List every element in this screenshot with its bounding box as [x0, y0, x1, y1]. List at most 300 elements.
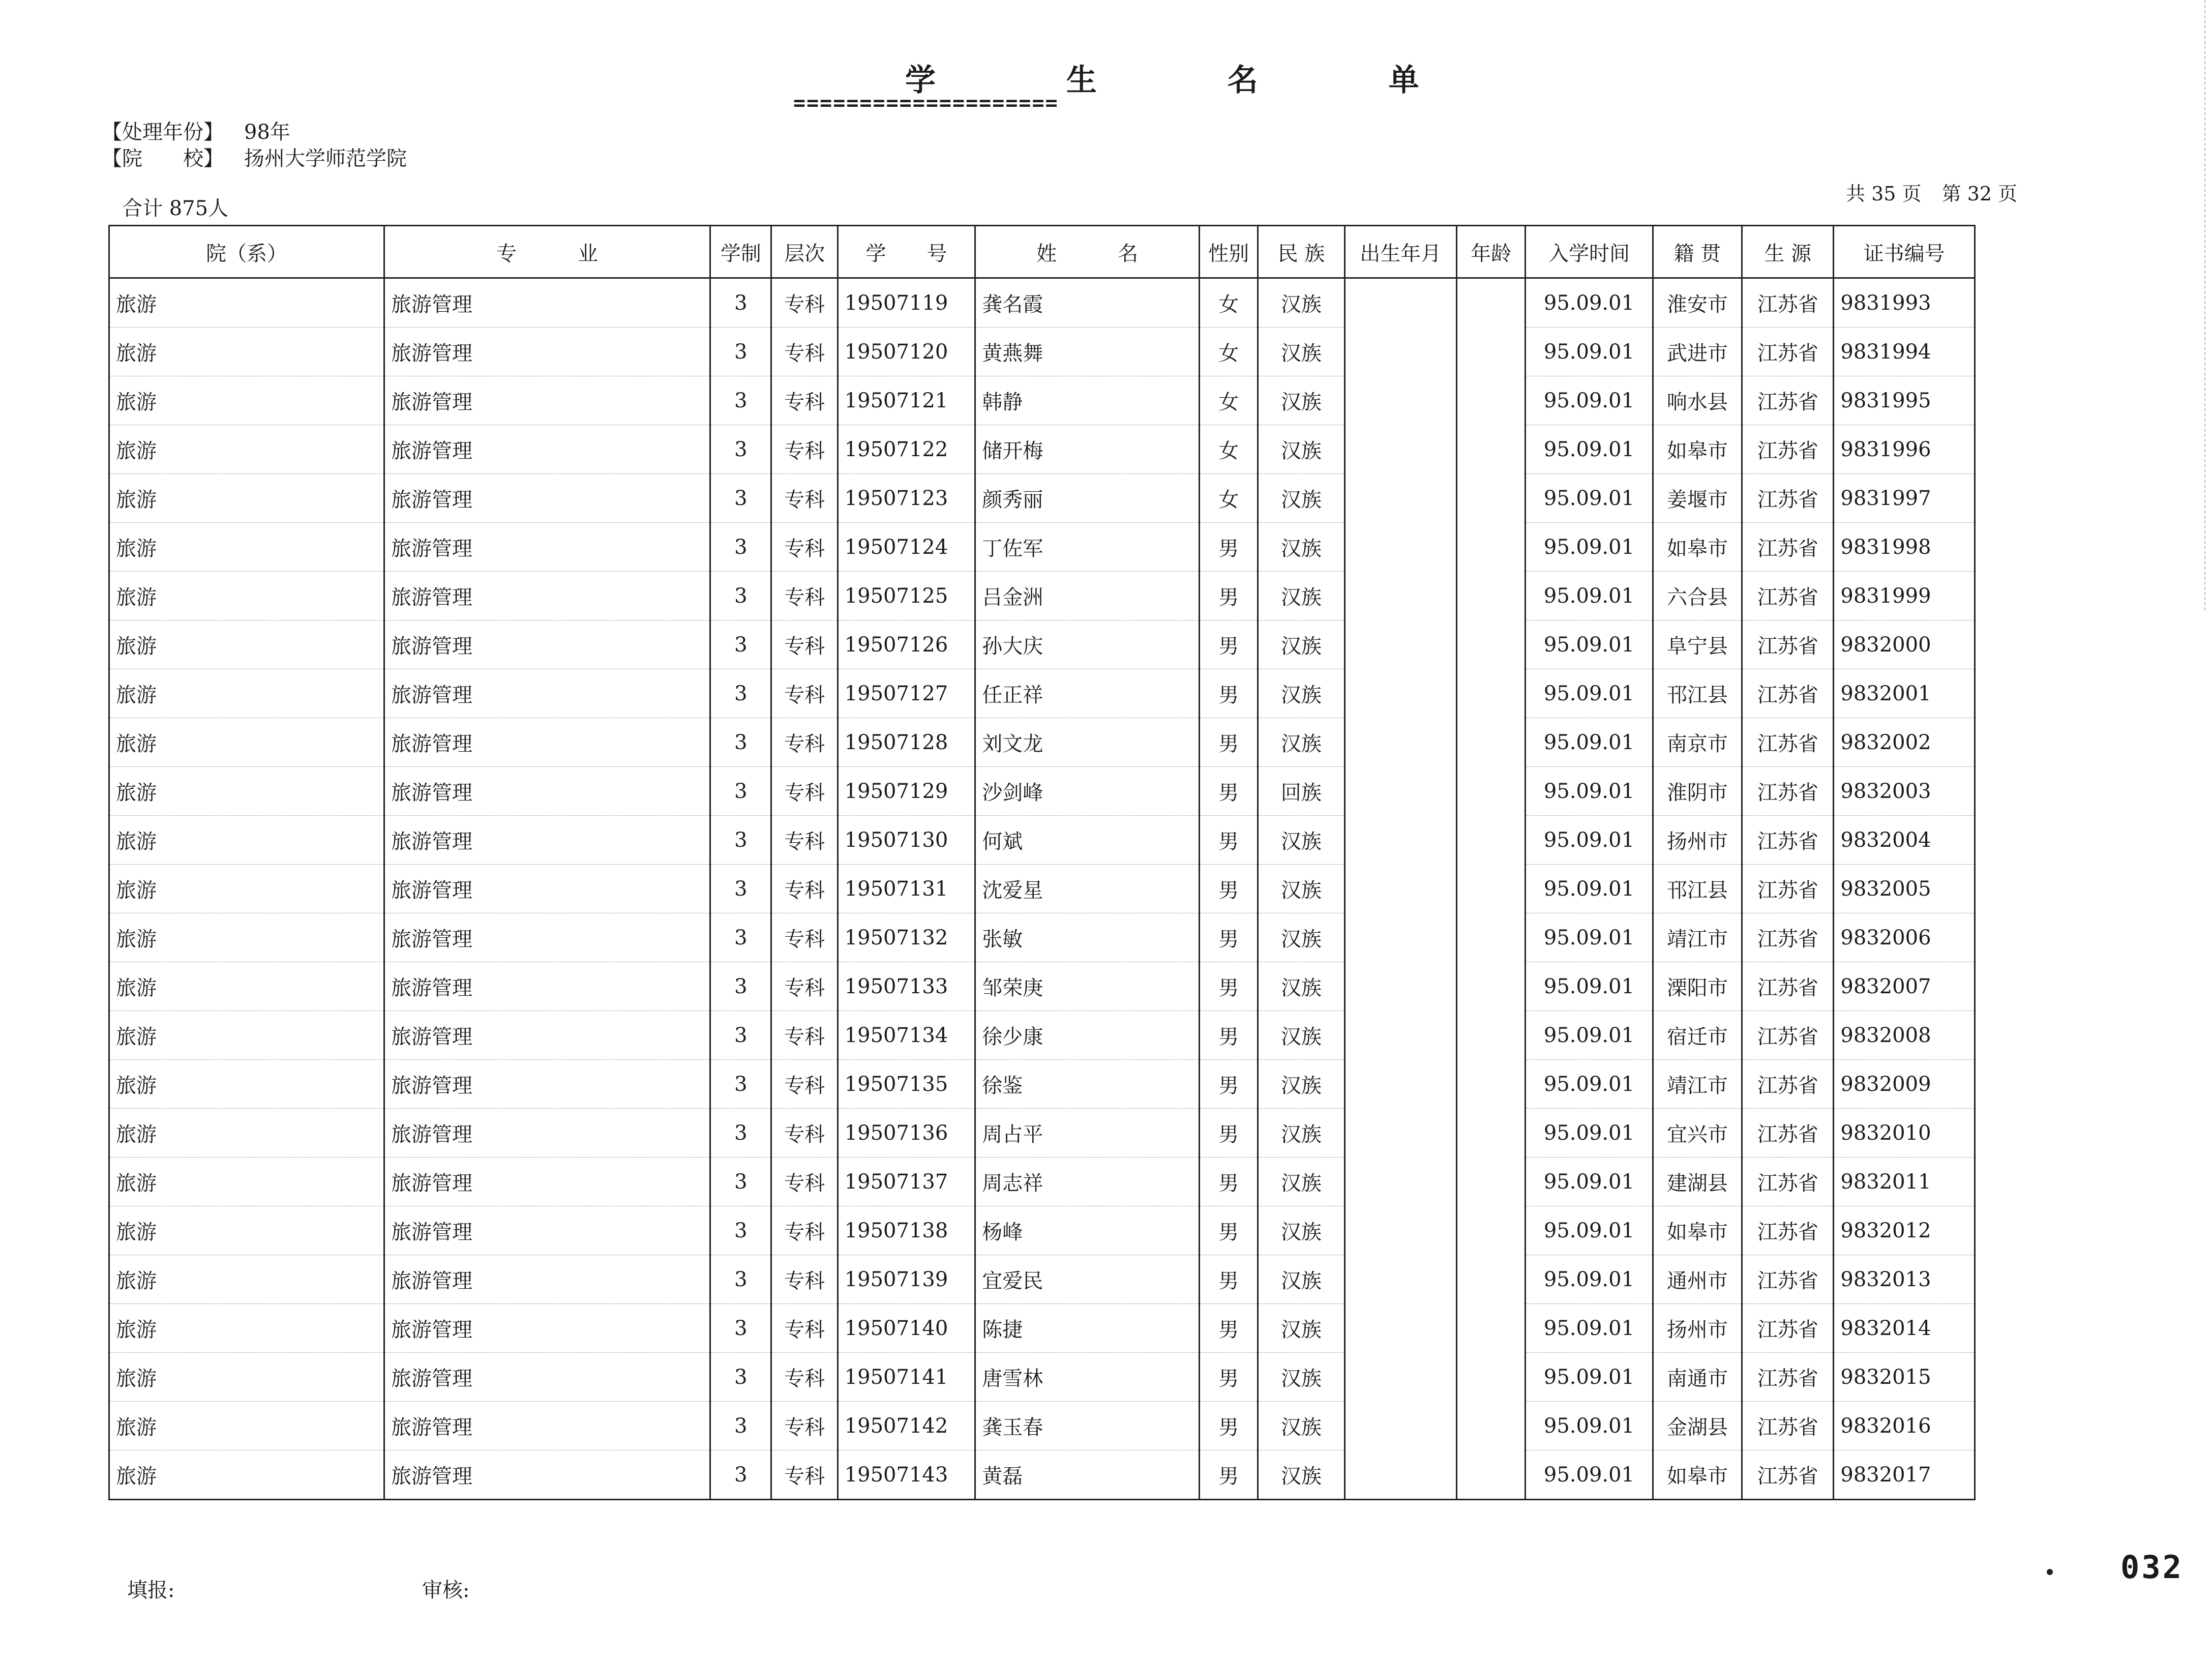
- cell-level: 专科: [771, 1450, 838, 1500]
- cell-major: 旅游管理: [384, 816, 710, 865]
- cell-origin: 江苏省: [1742, 669, 1834, 718]
- cell-sex: 男: [1200, 962, 1258, 1011]
- cell-cert: 9831993: [1834, 278, 1975, 328]
- cell-native: 邗江县: [1653, 865, 1742, 913]
- table-row: [109, 620, 1975, 669]
- cell-ethnic: 汉族: [1258, 1450, 1344, 1500]
- cell-sex: 女: [1200, 425, 1258, 474]
- table-row: [109, 278, 1975, 328]
- cell-ethnic: 汉族: [1258, 1060, 1344, 1109]
- cell-dept: 旅游: [109, 962, 384, 1011]
- table-row: [109, 718, 1975, 767]
- cell-level: 专科: [771, 962, 838, 1011]
- cell-cert: 9832003: [1834, 767, 1975, 816]
- cell-origin: 江苏省: [1742, 1353, 1834, 1402]
- cell-origin: 江苏省: [1742, 1060, 1834, 1109]
- cell-cert: 9832015: [1834, 1353, 1975, 1402]
- cell-major: 旅游管理: [384, 865, 710, 913]
- cell-age: [1456, 328, 1525, 376]
- cell-age: [1456, 474, 1525, 523]
- cell-years: 3: [710, 1353, 771, 1402]
- cell-id: 19507125: [838, 572, 975, 620]
- cell-cert: 9832017: [1834, 1450, 1975, 1500]
- cell-name: 周占平: [975, 1109, 1200, 1158]
- cell-dept: 旅游: [109, 913, 384, 962]
- cell-years: 3: [710, 718, 771, 767]
- cell-years: 3: [710, 620, 771, 669]
- cell-ethnic: 汉族: [1258, 1109, 1344, 1158]
- cell-level: 专科: [771, 376, 838, 425]
- cell-level: 专科: [771, 1353, 838, 1402]
- cell-birth: [1344, 376, 1456, 425]
- cell-dept: 旅游: [109, 572, 384, 620]
- cell-dept: 旅游: [109, 1304, 384, 1353]
- cell-level: 专科: [771, 816, 838, 865]
- cell-major: 旅游管理: [384, 1158, 710, 1206]
- cell-id: 19507119: [838, 278, 975, 328]
- cell-enroll: 95.09.01: [1526, 1206, 1653, 1255]
- cell-cert: 9831997: [1834, 474, 1975, 523]
- cell-origin: 江苏省: [1742, 523, 1834, 572]
- cell-level: 专科: [771, 718, 838, 767]
- cell-native: 邗江县: [1653, 669, 1742, 718]
- cell-origin: 江苏省: [1742, 1402, 1834, 1450]
- cell-birth: [1344, 718, 1456, 767]
- cell-major: 旅游管理: [384, 962, 710, 1011]
- table-header-row: [109, 226, 1975, 278]
- cell-major: 旅游管理: [384, 913, 710, 962]
- cell-birth: [1344, 1011, 1456, 1060]
- cell-ethnic: 汉族: [1258, 718, 1344, 767]
- cell-origin: 江苏省: [1742, 474, 1834, 523]
- processing-year: [102, 116, 290, 145]
- cell-ethnic: 汉族: [1258, 962, 1344, 1011]
- school-value: 扬州大学师范学院: [244, 147, 407, 170]
- cell-cert: 9832002: [1834, 718, 1975, 767]
- cell-id: 19507128: [838, 718, 975, 767]
- cell-origin: 江苏省: [1742, 1255, 1834, 1304]
- cell-id: 19507140: [838, 1304, 975, 1353]
- cell-id: 19507135: [838, 1060, 975, 1109]
- cell-sex: 男: [1200, 1060, 1258, 1109]
- cell-cert: 9832016: [1834, 1402, 1975, 1450]
- cell-sex: 女: [1200, 278, 1258, 328]
- cell-level: 专科: [771, 1158, 838, 1206]
- cell-origin: 江苏省: [1742, 1450, 1834, 1500]
- cell-id: 19507131: [838, 865, 975, 913]
- cell-dept: 旅游: [109, 1353, 384, 1402]
- cell-major: 旅游管理: [384, 572, 710, 620]
- table-row: [109, 1060, 1975, 1109]
- cell-name: 宜爱民: [975, 1255, 1200, 1304]
- cell-dept: 旅游: [109, 523, 384, 572]
- cell-major: 旅游管理: [384, 1011, 710, 1060]
- cell-birth: [1344, 278, 1456, 328]
- cell-dept: 旅游: [109, 1206, 384, 1255]
- cell-ethnic: 汉族: [1258, 376, 1344, 425]
- cell-age: [1456, 1255, 1525, 1304]
- cell-id: 19507124: [838, 523, 975, 572]
- cell-age: [1456, 1158, 1525, 1206]
- cell-level: 专科: [771, 767, 838, 816]
- cell-sex: 男: [1200, 1206, 1258, 1255]
- cell-years: 3: [710, 278, 771, 328]
- cell-sex: 男: [1200, 718, 1258, 767]
- cell-birth: [1344, 572, 1456, 620]
- cell-native: 宿迁市: [1653, 1011, 1742, 1060]
- cell-origin: 江苏省: [1742, 1109, 1834, 1158]
- cell-dept: 旅游: [109, 816, 384, 865]
- cell-enroll: 95.09.01: [1526, 865, 1653, 913]
- cell-enroll: 95.09.01: [1526, 718, 1653, 767]
- cell-age: [1456, 1402, 1525, 1450]
- cell-name: 邹荣庚: [975, 962, 1200, 1011]
- cell-name: 刘文龙: [975, 718, 1200, 767]
- cell-origin: 江苏省: [1742, 816, 1834, 865]
- cell-enroll: 95.09.01: [1526, 669, 1653, 718]
- cell-cert: 9831994: [1834, 328, 1975, 376]
- cell-age: [1456, 816, 1525, 865]
- cell-years: 3: [710, 1450, 771, 1500]
- cell-birth: [1344, 816, 1456, 865]
- cell-ethnic: 汉族: [1258, 1304, 1344, 1353]
- cell-age: [1456, 913, 1525, 962]
- cell-cert: 9832007: [1834, 962, 1975, 1011]
- cell-enroll: 95.09.01: [1526, 962, 1653, 1011]
- reviewer-label: 审核:: [422, 1579, 470, 1602]
- cell-sex: 女: [1200, 328, 1258, 376]
- column-header: 民 族: [1258, 226, 1344, 278]
- cell-name: 陈捷: [975, 1304, 1200, 1353]
- cell-enroll: 95.09.01: [1526, 816, 1653, 865]
- cell-years: 3: [710, 1206, 771, 1255]
- column-header: 姓 名: [975, 226, 1200, 278]
- cell-years: 3: [710, 1060, 771, 1109]
- table-row: [109, 1450, 1975, 1500]
- cell-age: [1456, 523, 1525, 572]
- cell-ethnic: 汉族: [1258, 572, 1344, 620]
- column-header: 籍 贯: [1653, 226, 1742, 278]
- cell-id: 19507122: [838, 425, 975, 474]
- cell-years: 3: [710, 962, 771, 1011]
- table-row: [109, 523, 1975, 572]
- cell-enroll: 95.09.01: [1526, 1450, 1653, 1500]
- cell-years: 3: [710, 1109, 771, 1158]
- cell-native: 阜宁县: [1653, 620, 1742, 669]
- table-row: [109, 816, 1975, 865]
- cell-birth: [1344, 962, 1456, 1011]
- cell-enroll: 95.09.01: [1526, 425, 1653, 474]
- cell-dept: 旅游: [109, 1109, 384, 1158]
- cell-enroll: 95.09.01: [1526, 328, 1653, 376]
- cell-native: 南京市: [1653, 718, 1742, 767]
- cell-level: 专科: [771, 474, 838, 523]
- cell-level: 专科: [771, 913, 838, 962]
- dot-mark: [2047, 1569, 2053, 1575]
- cell-enroll: 95.09.01: [1526, 1353, 1653, 1402]
- table-row: [109, 328, 1975, 376]
- cell-birth: [1344, 1206, 1456, 1255]
- student-roster-table: [108, 225, 1976, 1500]
- cell-enroll: 95.09.01: [1526, 620, 1653, 669]
- page-title: 学 生 名 单: [905, 63, 1479, 98]
- cell-sex: 男: [1200, 1353, 1258, 1402]
- table-row: [109, 425, 1975, 474]
- table-row: [109, 669, 1975, 718]
- scan-edge: [2204, 0, 2206, 610]
- cell-cert: 9832011: [1834, 1158, 1975, 1206]
- cell-cert: 9832008: [1834, 1011, 1975, 1060]
- cell-birth: [1344, 328, 1456, 376]
- school: [102, 142, 407, 171]
- cell-ethnic: 汉族: [1258, 1402, 1344, 1450]
- cell-sex: 男: [1200, 1011, 1258, 1060]
- cell-name: 颜秀丽: [975, 474, 1200, 523]
- cell-years: 3: [710, 474, 771, 523]
- cell-age: [1456, 1060, 1525, 1109]
- page-current: 第 32 页: [1941, 183, 2018, 205]
- cell-level: 专科: [771, 1206, 838, 1255]
- cell-cert: 9832000: [1834, 620, 1975, 669]
- cell-cert: 9832005: [1834, 865, 1975, 913]
- cell-name: 沙剑峰: [975, 767, 1200, 816]
- cell-level: 专科: [771, 1060, 838, 1109]
- cell-major: 旅游管理: [384, 474, 710, 523]
- cell-origin: 江苏省: [1742, 718, 1834, 767]
- cell-enroll: 95.09.01: [1526, 1060, 1653, 1109]
- cell-birth: [1344, 767, 1456, 816]
- cell-birth: [1344, 1450, 1456, 1500]
- cell-level: 专科: [771, 669, 838, 718]
- cell-id: 19507129: [838, 767, 975, 816]
- table-row: [109, 572, 1975, 620]
- cell-sex: 男: [1200, 1109, 1258, 1158]
- cell-dept: 旅游: [109, 425, 384, 474]
- cell-years: 3: [710, 865, 771, 913]
- cell-years: 3: [710, 425, 771, 474]
- cell-level: 专科: [771, 1011, 838, 1060]
- cell-cert: 9831998: [1834, 523, 1975, 572]
- cell-years: 3: [710, 376, 771, 425]
- cell-cert: 9832006: [1834, 913, 1975, 962]
- cell-enroll: 95.09.01: [1526, 1011, 1653, 1060]
- cell-major: 旅游管理: [384, 620, 710, 669]
- cell-id: 19507138: [838, 1206, 975, 1255]
- cell-birth: [1344, 1402, 1456, 1450]
- cell-name: 龚玉春: [975, 1402, 1200, 1450]
- cell-native: 响水县: [1653, 376, 1742, 425]
- cell-age: [1456, 669, 1525, 718]
- cell-age: [1456, 376, 1525, 425]
- cell-ethnic: 汉族: [1258, 1011, 1344, 1060]
- cell-name: 丁佐军: [975, 523, 1200, 572]
- cell-birth: [1344, 523, 1456, 572]
- cell-birth: [1344, 669, 1456, 718]
- cell-cert: 9832014: [1834, 1304, 1975, 1353]
- cell-name: 何斌: [975, 816, 1200, 865]
- cell-cert: 9832012: [1834, 1206, 1975, 1255]
- cell-years: 3: [710, 1158, 771, 1206]
- cell-age: [1456, 278, 1525, 328]
- cell-sex: 男: [1200, 816, 1258, 865]
- page-total: 共 35 页: [1846, 183, 1922, 205]
- cell-native: 如皋市: [1653, 425, 1742, 474]
- cell-sex: 女: [1200, 474, 1258, 523]
- cell-enroll: 95.09.01: [1526, 278, 1653, 328]
- cell-birth: [1344, 1255, 1456, 1304]
- cell-native: 淮阴市: [1653, 767, 1742, 816]
- cell-native: 金湖县: [1653, 1402, 1742, 1450]
- cell-level: 专科: [771, 1304, 838, 1353]
- cell-years: 3: [710, 913, 771, 962]
- cell-name: 储开梅: [975, 425, 1200, 474]
- cell-id: 19507139: [838, 1255, 975, 1304]
- cell-cert: 9832009: [1834, 1060, 1975, 1109]
- cell-ethnic: 汉族: [1258, 278, 1344, 328]
- cell-id: 19507130: [838, 816, 975, 865]
- cell-id: 19507141: [838, 1353, 975, 1402]
- cell-birth: [1344, 913, 1456, 962]
- cell-age: [1456, 1206, 1525, 1255]
- cell-enroll: 95.09.01: [1526, 376, 1653, 425]
- cell-id: 19507136: [838, 1109, 975, 1158]
- column-header: 性别: [1200, 226, 1258, 278]
- cell-ethnic: 回族: [1258, 767, 1344, 816]
- cell-enroll: 95.09.01: [1526, 767, 1653, 816]
- table-row: [109, 1255, 1975, 1304]
- cell-years: 3: [710, 669, 771, 718]
- cell-id: 19507132: [838, 913, 975, 962]
- cell-ethnic: 汉族: [1258, 816, 1344, 865]
- cell-cert: 9832001: [1834, 669, 1975, 718]
- cell-birth: [1344, 1304, 1456, 1353]
- cell-level: 专科: [771, 278, 838, 328]
- cell-age: [1456, 718, 1525, 767]
- cell-sex: 男: [1200, 620, 1258, 669]
- cell-native: 建湖县: [1653, 1158, 1742, 1206]
- cell-level: 专科: [771, 328, 838, 376]
- cell-level: 专科: [771, 865, 838, 913]
- cell-major: 旅游管理: [384, 669, 710, 718]
- cell-major: 旅游管理: [384, 1206, 710, 1255]
- cell-origin: 江苏省: [1742, 278, 1834, 328]
- cell-level: 专科: [771, 425, 838, 474]
- cell-sex: 男: [1200, 1304, 1258, 1353]
- cell-name: 韩静: [975, 376, 1200, 425]
- cell-name: 徐少康: [975, 1011, 1200, 1060]
- cell-native: 如皋市: [1653, 1450, 1742, 1500]
- cell-birth: [1344, 865, 1456, 913]
- cell-id: 19507120: [838, 328, 975, 376]
- cell-id: 19507143: [838, 1450, 975, 1500]
- cell-major: 旅游管理: [384, 1255, 710, 1304]
- cell-birth: [1344, 1060, 1456, 1109]
- cell-sex: 女: [1200, 376, 1258, 425]
- cell-id: 19507126: [838, 620, 975, 669]
- column-header: 院（系）: [109, 226, 384, 278]
- cell-dept: 旅游: [109, 1255, 384, 1304]
- cell-enroll: 95.09.01: [1526, 1304, 1653, 1353]
- cell-native: 扬州市: [1653, 1304, 1742, 1353]
- cell-ethnic: 汉族: [1258, 669, 1344, 718]
- cell-birth: [1344, 1353, 1456, 1402]
- table-row: [109, 1109, 1975, 1158]
- cell-native: 六合县: [1653, 572, 1742, 620]
- table-row: [109, 865, 1975, 913]
- cell-dept: 旅游: [109, 669, 384, 718]
- cell-enroll: 95.09.01: [1526, 523, 1653, 572]
- cell-years: 3: [710, 1011, 771, 1060]
- cell-dept: 旅游: [109, 865, 384, 913]
- cell-sex: 男: [1200, 1402, 1258, 1450]
- cell-name: 黄磊: [975, 1450, 1200, 1500]
- cell-origin: 江苏省: [1742, 572, 1834, 620]
- cell-cert: 9831995: [1834, 376, 1975, 425]
- cell-name: 龚名霞: [975, 278, 1200, 328]
- cell-sex: 男: [1200, 865, 1258, 913]
- cell-dept: 旅游: [109, 376, 384, 425]
- cell-origin: 江苏省: [1742, 1158, 1834, 1206]
- cell-name: 沈爱星: [975, 865, 1200, 913]
- cell-age: [1456, 425, 1525, 474]
- cell-sex: 男: [1200, 1450, 1258, 1500]
- cell-native: 武进市: [1653, 328, 1742, 376]
- cell-birth: [1344, 1109, 1456, 1158]
- cell-level: 专科: [771, 572, 838, 620]
- table-row: [109, 376, 1975, 425]
- cell-dept: 旅游: [109, 278, 384, 328]
- table-row: [109, 1304, 1975, 1353]
- cell-sex: 男: [1200, 523, 1258, 572]
- cell-sex: 男: [1200, 913, 1258, 962]
- cell-age: [1456, 1109, 1525, 1158]
- cell-name: 张敏: [975, 913, 1200, 962]
- cell-cert: 9832013: [1834, 1255, 1975, 1304]
- cell-birth: [1344, 425, 1456, 474]
- cell-major: 旅游管理: [384, 767, 710, 816]
- cell-dept: 旅游: [109, 328, 384, 376]
- cell-ethnic: 汉族: [1258, 865, 1344, 913]
- cell-id: 19507133: [838, 962, 975, 1011]
- cell-age: [1456, 1304, 1525, 1353]
- cell-major: 旅游管理: [384, 376, 710, 425]
- table-body: [109, 278, 1975, 1500]
- cell-name: 孙大庆: [975, 620, 1200, 669]
- column-header: 年龄: [1456, 226, 1525, 278]
- cell-native: 靖江市: [1653, 1060, 1742, 1109]
- cell-major: 旅游管理: [384, 1109, 710, 1158]
- cell-name: 吕金洲: [975, 572, 1200, 620]
- cell-origin: 江苏省: [1742, 1206, 1834, 1255]
- cell-dept: 旅游: [109, 1402, 384, 1450]
- cell-native: 通州市: [1653, 1255, 1742, 1304]
- cell-age: [1456, 1353, 1525, 1402]
- table-row: [109, 913, 1975, 962]
- cell-dept: 旅游: [109, 1011, 384, 1060]
- cell-native: 淮安市: [1653, 278, 1742, 328]
- cell-dept: 旅游: [109, 1158, 384, 1206]
- cell-dept: 旅游: [109, 620, 384, 669]
- cell-sex: 男: [1200, 669, 1258, 718]
- cell-age: [1456, 572, 1525, 620]
- cell-enroll: 95.09.01: [1526, 474, 1653, 523]
- table-row: [109, 1402, 1975, 1450]
- cell-major: 旅游管理: [384, 328, 710, 376]
- cell-cert: 9831999: [1834, 572, 1975, 620]
- cell-name: 唐雪林: [975, 1353, 1200, 1402]
- cell-ethnic: 汉族: [1258, 1255, 1344, 1304]
- cell-enroll: 95.09.01: [1526, 1402, 1653, 1450]
